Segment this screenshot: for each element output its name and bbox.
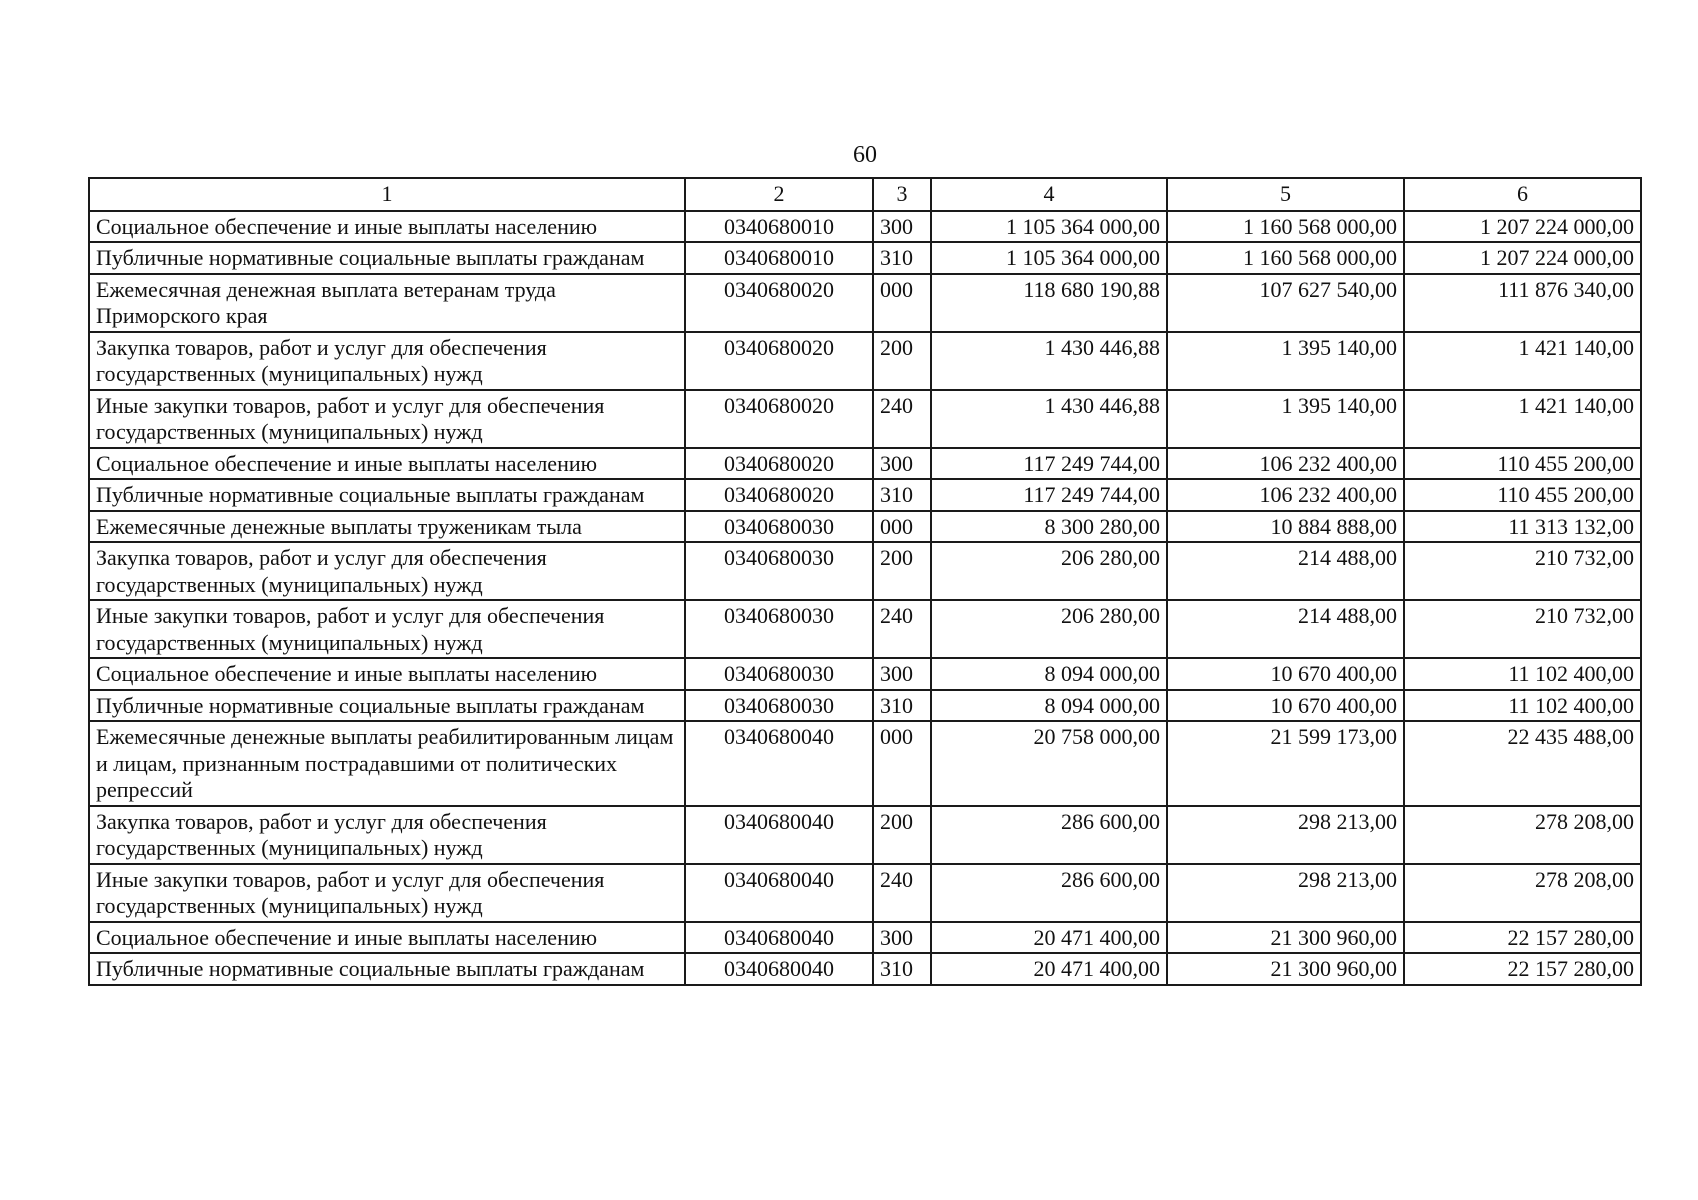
row-expense-type-cell: 240	[873, 600, 931, 658]
row-name-cell: Публичные нормативные социальные выплаты гражданам	[89, 953, 685, 985]
row-expense-type-cell: 200	[873, 542, 931, 600]
row-amount-col5-cell: 298 213,00	[1167, 806, 1404, 864]
row-amount-col5-cell: 1 160 568 000,00	[1167, 242, 1404, 274]
row-name-cell: Иные закупки товаров, работ и услуг для обеспечения государственных (муниципальных) нужд	[89, 864, 685, 922]
row-amount-col6-cell: 210 732,00	[1404, 542, 1641, 600]
table-row	[89, 332, 1641, 390]
row-expense-type-cell: 310	[873, 242, 931, 274]
table-row	[89, 922, 1641, 954]
table-row	[89, 274, 1641, 332]
row-target-code-cell: 0340680030	[685, 600, 873, 658]
row-amount-col5-cell: 21 599 173,00	[1167, 721, 1404, 806]
row-name-cell: Публичные нормативные социальные выплаты гражданам	[89, 690, 685, 722]
table-row	[89, 390, 1641, 448]
row-amount-col4-cell: 286 600,00	[931, 864, 1167, 922]
row-amount-col6-cell: 1 421 140,00	[1404, 332, 1641, 390]
row-target-code-cell: 0340680030	[685, 542, 873, 600]
row-target-code-cell: 0340680040	[685, 953, 873, 985]
table-row	[89, 806, 1641, 864]
header-col-1: 1	[89, 178, 685, 211]
row-expense-type-cell: 000	[873, 721, 931, 806]
row-expense-type-cell: 310	[873, 479, 931, 511]
row-amount-col6-cell: 1 207 224 000,00	[1404, 242, 1641, 274]
row-amount-col6-cell: 278 208,00	[1404, 864, 1641, 922]
row-amount-col4-cell: 286 600,00	[931, 806, 1167, 864]
row-amount-col4-cell: 1 430 446,88	[931, 390, 1167, 448]
row-name-cell: Ежемесячная денежная выплата ветеранам труда Приморского края	[89, 274, 685, 332]
row-target-code-cell: 0340680040	[685, 864, 873, 922]
header-col-6: 6	[1404, 178, 1641, 211]
row-amount-col6-cell: 11 102 400,00	[1404, 690, 1641, 722]
row-amount-col4-cell: 117 249 744,00	[931, 448, 1167, 480]
table-row	[89, 600, 1641, 658]
row-amount-col6-cell: 22 157 280,00	[1404, 953, 1641, 985]
row-amount-col4-cell: 8 300 280,00	[931, 511, 1167, 543]
row-amount-col5-cell: 1 395 140,00	[1167, 332, 1404, 390]
row-target-code-cell: 0340680020	[685, 390, 873, 448]
table-row	[89, 542, 1641, 600]
row-expense-type-cell: 200	[873, 332, 931, 390]
row-amount-col6-cell: 22 435 488,00	[1404, 721, 1641, 806]
row-amount-col4-cell: 20 471 400,00	[931, 953, 1167, 985]
header-col-4: 4	[931, 178, 1167, 211]
row-expense-type-cell: 300	[873, 658, 931, 690]
table-row	[89, 511, 1641, 543]
row-target-code-cell: 0340680040	[685, 922, 873, 954]
row-amount-col5-cell: 214 488,00	[1167, 600, 1404, 658]
row-expense-type-cell: 310	[873, 690, 931, 722]
header-col-3: 3	[873, 178, 931, 211]
row-amount-col4-cell: 117 249 744,00	[931, 479, 1167, 511]
row-name-cell: Иные закупки товаров, работ и услуг для обеспечения государственных (муниципальных) нужд	[89, 390, 685, 448]
row-target-code-cell: 0340680040	[685, 721, 873, 806]
table-row	[89, 448, 1641, 480]
row-expense-type-cell: 200	[873, 806, 931, 864]
table-header	[89, 178, 1641, 211]
row-expense-type-cell: 300	[873, 211, 931, 243]
row-name-cell: Ежемесячные денежные выплаты реабилитированным лицам и лицам, признанным пострадавшими от политических репрессий	[89, 721, 685, 806]
row-amount-col6-cell: 22 157 280,00	[1404, 922, 1641, 954]
budget-table	[88, 177, 1642, 986]
row-expense-type-cell: 240	[873, 390, 931, 448]
row-target-code-cell: 0340680030	[685, 511, 873, 543]
row-target-code-cell: 0340680030	[685, 658, 873, 690]
row-target-code-cell: 0340680020	[685, 448, 873, 480]
row-name-cell: Иные закупки товаров, работ и услуг для обеспечения государственных (муниципальных) нужд	[89, 600, 685, 658]
row-amount-col5-cell: 1 160 568 000,00	[1167, 211, 1404, 243]
table-body	[89, 211, 1641, 985]
table-row	[89, 211, 1641, 243]
row-name-cell: Закупка товаров, работ и услуг для обеспечения государственных (муниципальных) нужд	[89, 332, 685, 390]
row-expense-type-cell: 000	[873, 274, 931, 332]
table-row	[89, 690, 1641, 722]
row-amount-col5-cell: 21 300 960,00	[1167, 922, 1404, 954]
row-amount-col5-cell: 10 670 400,00	[1167, 658, 1404, 690]
row-amount-col6-cell: 110 455 200,00	[1404, 448, 1641, 480]
row-amount-col5-cell: 10 884 888,00	[1167, 511, 1404, 543]
row-amount-col5-cell: 298 213,00	[1167, 864, 1404, 922]
row-target-code-cell: 0340680010	[685, 242, 873, 274]
row-expense-type-cell: 240	[873, 864, 931, 922]
row-amount-col4-cell: 20 471 400,00	[931, 922, 1167, 954]
row-amount-col4-cell: 1 105 364 000,00	[931, 211, 1167, 243]
page-number: 60	[853, 142, 877, 168]
row-name-cell: Закупка товаров, работ и услуг для обеспечения государственных (муниципальных) нужд	[89, 806, 685, 864]
row-expense-type-cell: 300	[873, 448, 931, 480]
row-amount-col5-cell: 10 670 400,00	[1167, 690, 1404, 722]
row-amount-col6-cell: 11 313 132,00	[1404, 511, 1641, 543]
row-amount-col4-cell: 8 094 000,00	[931, 690, 1167, 722]
table-row	[89, 953, 1641, 985]
row-amount-col5-cell: 21 300 960,00	[1167, 953, 1404, 985]
row-amount-col4-cell: 206 280,00	[931, 600, 1167, 658]
row-amount-col4-cell: 118 680 190,88	[931, 274, 1167, 332]
header-col-2: 2	[685, 178, 873, 211]
table-row	[89, 864, 1641, 922]
table-row	[89, 658, 1641, 690]
row-amount-col4-cell: 8 094 000,00	[931, 658, 1167, 690]
table-row	[89, 242, 1641, 274]
row-amount-col6-cell: 110 455 200,00	[1404, 479, 1641, 511]
row-amount-col6-cell: 111 876 340,00	[1404, 274, 1641, 332]
row-amount-col6-cell: 1 207 224 000,00	[1404, 211, 1641, 243]
row-target-code-cell: 0340680030	[685, 690, 873, 722]
row-target-code-cell: 0340680010	[685, 211, 873, 243]
row-amount-col5-cell: 106 232 400,00	[1167, 448, 1404, 480]
header-row	[89, 178, 1641, 211]
row-amount-col6-cell: 11 102 400,00	[1404, 658, 1641, 690]
row-target-code-cell: 0340680020	[685, 479, 873, 511]
row-name-cell: Закупка товаров, работ и услуг для обеспечения государственных (муниципальных) нужд	[89, 542, 685, 600]
row-expense-type-cell: 000	[873, 511, 931, 543]
header-col-5: 5	[1167, 178, 1404, 211]
row-amount-col6-cell: 1 421 140,00	[1404, 390, 1641, 448]
row-target-code-cell: 0340680020	[685, 274, 873, 332]
row-name-cell: Публичные нормативные социальные выплаты гражданам	[89, 479, 685, 511]
row-name-cell: Социальное обеспечение и иные выплаты населению	[89, 448, 685, 480]
row-expense-type-cell: 300	[873, 922, 931, 954]
row-amount-col4-cell: 1 430 446,88	[931, 332, 1167, 390]
row-amount-col5-cell: 106 232 400,00	[1167, 479, 1404, 511]
row-name-cell: Публичные нормативные социальные выплаты гражданам	[89, 242, 685, 274]
row-amount-col5-cell: 107 627 540,00	[1167, 274, 1404, 332]
table-row	[89, 479, 1641, 511]
table-row	[89, 721, 1641, 806]
row-expense-type-cell: 310	[873, 953, 931, 985]
row-target-code-cell: 0340680020	[685, 332, 873, 390]
row-amount-col6-cell: 278 208,00	[1404, 806, 1641, 864]
row-amount-col4-cell: 206 280,00	[931, 542, 1167, 600]
row-amount-col5-cell: 1 395 140,00	[1167, 390, 1404, 448]
row-name-cell: Социальное обеспечение и иные выплаты населению	[89, 658, 685, 690]
row-name-cell: Социальное обеспечение и иные выплаты населению	[89, 211, 685, 243]
row-target-code-cell: 0340680040	[685, 806, 873, 864]
row-amount-col5-cell: 214 488,00	[1167, 542, 1404, 600]
row-amount-col4-cell: 1 105 364 000,00	[931, 242, 1167, 274]
row-name-cell: Ежемесячные денежные выплаты труженикам тыла	[89, 511, 685, 543]
row-amount-col4-cell: 20 758 000,00	[931, 721, 1167, 806]
row-amount-col6-cell: 210 732,00	[1404, 600, 1641, 658]
row-name-cell: Социальное обеспечение и иные выплаты населению	[89, 922, 685, 954]
